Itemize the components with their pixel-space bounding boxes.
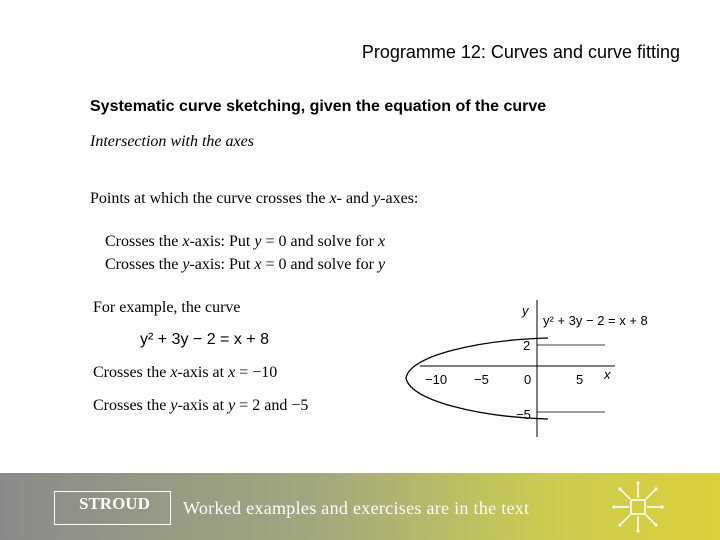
example-lead: For example, the curve — [93, 299, 241, 316]
intro-text: Points at which the curve crosses the x- and y-axes: — [90, 190, 419, 207]
slide-subtitle: Systematic curve sketching, given the equation of the curve — [90, 98, 547, 115]
graph-x-axis-label: x — [604, 367, 611, 382]
graph-equation-label: y² + 3y − 2 = x + 8 — [543, 313, 648, 328]
crosses-y-text: Crosses the y-axis at y = 2 and −5 — [93, 397, 309, 414]
footer-bar — [0, 473, 720, 540]
rule-y-axis: Crosses the y-axis: Put x = 0 and solve for y — [105, 256, 386, 273]
star-logo-icon — [612, 481, 664, 533]
graph-tick-x-5: 5 — [576, 372, 584, 387]
graph-y-axis-label: y — [522, 303, 529, 318]
crosses-x-text: Crosses the x-axis at x = −10 — [93, 364, 278, 381]
rule-x-axis: Crosses the x-axis: Put y = 0 and solve for x — [105, 233, 386, 250]
page-title: Programme 12: Curves and curve fitting — [361, 42, 680, 62]
stroud-logo: STROUD — [54, 491, 171, 525]
curve-equation: y² + 3y − 2 = x + 8 — [140, 331, 269, 348]
graph-tick-y-2: 2 — [523, 338, 531, 353]
graph-tick-y-neg5: −5 — [516, 407, 531, 422]
graph-tick-x-neg10: −10 — [425, 372, 448, 387]
curve-graph — [400, 295, 660, 440]
graph-tick-x-neg5: −5 — [474, 372, 489, 387]
footer-note: Worked examples and exercises are in the text — [183, 498, 530, 518]
graph-tick-x-0: 0 — [524, 372, 532, 387]
section-heading: Intersection with the axes — [90, 133, 254, 150]
